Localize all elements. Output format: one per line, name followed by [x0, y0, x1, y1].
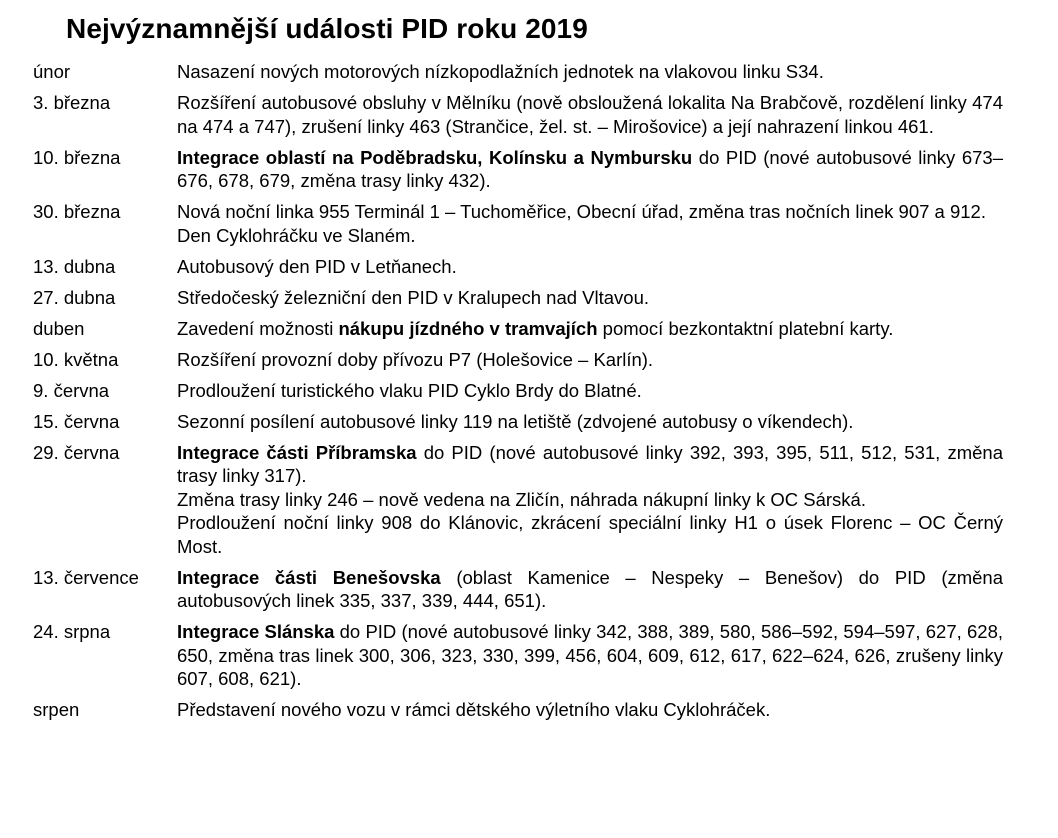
event-description — [177, 286, 1003, 317]
event-text: Den Cyklohráčku ve Slaném. — [177, 224, 416, 246]
event-description — [177, 698, 1003, 729]
event-text: Nasazení nových motorových nízkopodlažních jednotek na vlakovou linku S34. — [177, 61, 824, 82]
event-text: Autobusový den PID v Letňanech. — [177, 255, 457, 277]
event-paragraph — [177, 255, 1003, 279]
events-list — [33, 60, 1003, 729]
event-text: Změna trasy linky 246 – nově vedena na Zličín, náhrada nákupní linky k OC Sárská. — [177, 488, 866, 510]
event-highlight: Integrace části Benešovska — [177, 566, 441, 588]
event-description — [177, 410, 1003, 441]
events-table — [33, 60, 1003, 729]
event-row — [33, 317, 1003, 348]
event-paragraph — [177, 511, 1003, 558]
event-description — [177, 441, 1003, 566]
event-description — [177, 348, 1003, 379]
event-highlight: nákupu jízdného v tramvajích — [338, 317, 598, 339]
event-paragraph — [177, 698, 1003, 722]
event-row — [33, 286, 1003, 317]
event-paragraph — [177, 146, 1003, 193]
event-paragraph — [177, 224, 1003, 248]
event-description — [177, 60, 1003, 91]
event-date: 13. dubna — [33, 255, 116, 277]
event-highlight: Integrace Slánska — [177, 621, 335, 642]
event-paragraph — [177, 60, 1003, 84]
event-row — [33, 255, 1003, 286]
event-text: do PID (nové autobusové linky 342, 388, 389, 580, 586–592, 594–597, 627, 628, 650, změna tras linek 300, 306, 323, 330, 399, 456, 604, 609, 612, 617, 622–624, 626, zrušeny linky 607, 608, 621). — [177, 621, 1003, 689]
event-row — [33, 348, 1003, 379]
event-date: 10. března — [33, 146, 121, 168]
event-row — [33, 566, 1003, 621]
event-description — [177, 255, 1003, 286]
event-date: 9. června — [33, 379, 110, 401]
event-date: 10. května — [33, 348, 119, 370]
event-text: Prodloužení noční linky 908 do Klánovic, zkrácení speciální linky H1 o úsek Florenc – OC Černý Most. — [177, 512, 1003, 557]
event-paragraph — [177, 286, 1003, 310]
page-title: Nejvýznamnější události PID roku 2019 — [66, 13, 588, 44]
event-paragraph — [177, 566, 1003, 613]
event-paragraph — [177, 441, 1003, 488]
event-paragraph — [177, 379, 1003, 403]
event-description — [177, 379, 1003, 410]
event-row — [33, 379, 1003, 410]
event-text: Zavedení možnosti — [177, 317, 339, 339]
event-text: Nová noční linka 955 Terminál 1 – Tuchoměřice, Obecní úřad, změna tras nočních linek 907 a 912. — [177, 201, 986, 222]
event-row — [33, 441, 1003, 566]
event-text: pomocí bezkontaktní platební karty. — [597, 317, 894, 339]
event-date: 15. června — [33, 410, 120, 432]
event-row — [33, 698, 1003, 729]
event-text: Rozšíření autobusové obsluhy v Mělníku (nově obsloužená lokalita Na Brabčově, rozdělení linky 474 na 474 a 747), zrušení linky 463 (Strančice, žel. st. – Mirošovice) a její nahrazení linkou 461. — [177, 92, 1003, 137]
event-paragraph — [177, 91, 1003, 138]
event-date: 24. srpna — [33, 621, 111, 642]
event-description — [177, 317, 1003, 348]
event-date: srpen — [33, 699, 80, 720]
event-paragraph — [177, 488, 1003, 512]
event-date: 30. března — [33, 201, 121, 222]
event-description — [177, 91, 1003, 146]
event-date: únor — [33, 61, 71, 82]
event-text: Středočeský železniční den PID v Kralupech nad Vltavou. — [177, 286, 650, 308]
event-text: Prodloužení turistického vlaku PID Cyklo Brdy do Blatné. — [177, 379, 642, 401]
event-paragraph — [177, 620, 1003, 691]
event-description — [177, 566, 1003, 621]
event-row — [33, 620, 1003, 698]
event-description — [177, 200, 1003, 255]
event-description — [177, 146, 1003, 201]
event-description — [177, 620, 1003, 698]
event-paragraph — [177, 200, 1003, 224]
event-paragraph — [177, 348, 1003, 372]
event-row — [33, 200, 1003, 255]
event-highlight: Integrace oblastí na Poděbradsku, Kolínsku a Nymbursku — [177, 146, 693, 168]
event-paragraph — [177, 410, 1003, 434]
event-text: Rozšíření provozní doby přívozu P7 (Holešovice – Karlín). — [177, 348, 654, 370]
event-date: 29. června — [33, 441, 120, 463]
event-row — [33, 60, 1003, 91]
event-date: duben — [33, 317, 85, 339]
event-date: 3. března — [33, 92, 111, 113]
event-row — [33, 146, 1003, 201]
event-paragraph — [177, 317, 1003, 341]
event-date: 27. dubna — [33, 286, 116, 308]
event-text: do PID (nové autobusové linky 673–676, 678, 679, změna trasy linky 432). — [177, 146, 1004, 191]
event-row — [33, 91, 1003, 146]
event-text: Sezonní posílení autobusové linky 119 na letiště (zdvojené autobusy o víkendech). — [177, 410, 854, 432]
event-highlight: Integrace části Příbramska — [177, 441, 417, 463]
event-text: (oblast Kamenice – Nespeky – Benešov) do PID (změna autobusových linek 335, 337, 339, 444, 651). — [177, 566, 1004, 611]
event-text: Představení nového vozu v rámci dětského výletního vlaku Cyklohráček. — [177, 699, 771, 720]
event-text: do PID (nové autobusové linky 392, 393, 395, 511, 512, 531, změna trasy linky 317). — [177, 441, 1003, 486]
event-date: 13. července — [33, 566, 139, 588]
event-row — [33, 410, 1003, 441]
